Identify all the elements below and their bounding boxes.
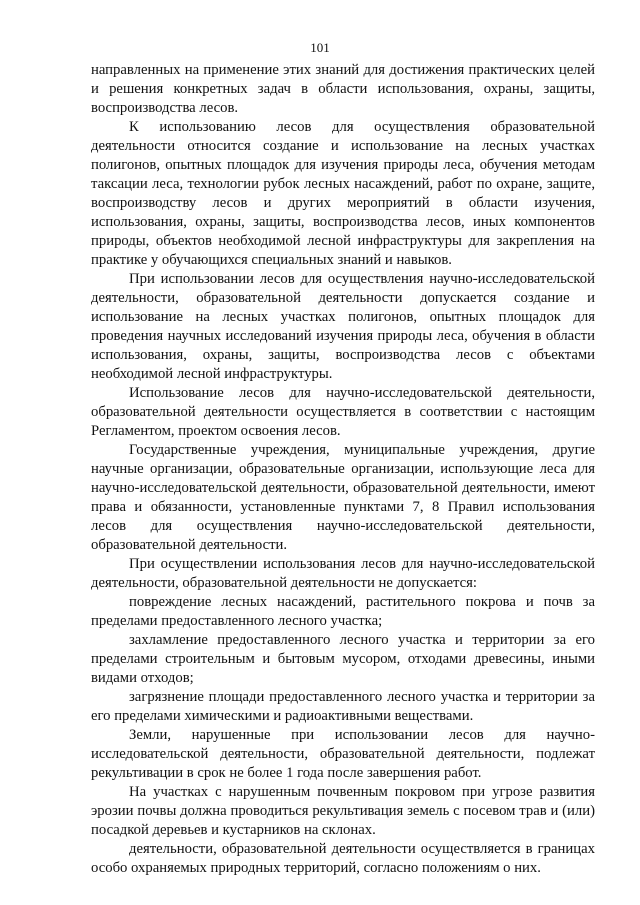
paragraph-prohibition-pollution: загрязнение площади предоставленного лесного участка и территории за его пределами химическими и радиоактивными веществами. [91, 689, 595, 724]
paragraph-prohibitions-intro: При осуществлении использования лесов для научно-исследовательской деятельности, образовательной деятельности не допускается: [91, 556, 595, 591]
paragraph-prohibition-damage: повреждение лесных насаждений, растительного покрова и почв за пределами предоставленного лесного участка; [91, 594, 595, 629]
paragraph-erosion: На участках с нарушенным почвенным покровом при угрозе развития эрозии почвы должна проводиться рекультивация земель с посевом трав и (или) посадкой деревьев и кустарников на склонах. [91, 784, 595, 838]
paragraph-prohibition-littering: захламление предоставленного лесного участка и территории за его пределами строительным и бытовым мусором, отходами древесины, иными видами отходов; [91, 632, 595, 686]
paragraph-continuation: направленных на применение этих знаний для достижения практических целей и решения конкретных задач в области использования, охраны, защиты, воспроизводства лесов. [91, 62, 595, 116]
paragraph-institutions: Государственные учреждения, муниципальные учреждения, другие научные организации, образовательные организации, использующие леса для научно-исследовательской деятельности, образовательной деятельности, имеют права и обязанности, установленные пунктами 7, 8 Правил использования лесов для осуществления научно-исследовательской деятельности, образовательной деятельности. [91, 442, 595, 553]
page-number: 101 [310, 40, 330, 55]
paragraph-recultivation: Земли, нарушенные при использовании лесов для научно-исследовательской деятельности, образовательной деятельности, подлежат рекультивации в срок не более 1 года после завершения работ. [91, 727, 595, 781]
paragraph-education-use: К использованию лесов для осуществления образовательной деятельности относится создание и использование на лесных участках полигонов, опытных площадок для изучения природы леса, обучения методам таксации леса, технологии рубок лесных насаждений, работ по охране, защите, воспроизводству лесов и других мероприятий в области изучения, использования, охраны, защиты, воспроизводства лесов, иных компонентов природы, объектов необходимой лесной инфраструктуры для закрепления на практике у обучающихся специальных знаний и навыков. [91, 119, 595, 268]
paragraph-research-use: При использовании лесов для осуществления научно-исследовательской деятельности, образовательной деятельности допускается создание и использование на лесных участках полигонов, опытных площадок для проведения научных исследований изучения природы леса, обучения в области использования, охраны, защиты, воспроизводства лесов с объектами необходимой лесной инфраструктуры. [91, 271, 595, 382]
paragraph-protected-territories: деятельности, образовательной деятельности осуществляется в границах особо охраняемых природных территорий, согласно положениям о них. [91, 841, 595, 876]
document-body [91, 61, 595, 878]
paragraph-regulation: Использование лесов для научно-исследовательской деятельности, образовательной деятельности осуществляется в соответствии с настоящим Регламентом, проектом освоения лесов. [91, 385, 595, 439]
